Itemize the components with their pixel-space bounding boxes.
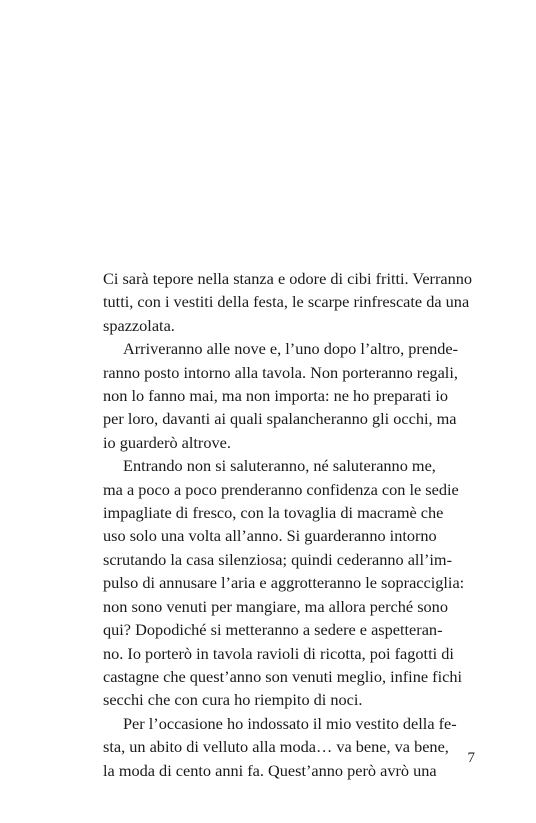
text-line: castagne che quest’anno son venuti meglio, infine fichi	[103, 666, 462, 686]
text-line: tutti, con i vestiti della festa, le scarpe rinfrescate da una	[103, 292, 470, 312]
text-line: secchi che con cura ho riempito di noci.	[103, 690, 363, 710]
text-line: Entrando non si saluteranno, né saluteranno me,	[123, 456, 436, 476]
body-text	[103, 267, 473, 782]
text-line: non sono venuti per mangiare, ma allora perché sono	[103, 596, 448, 616]
text-line: scrutando la casa silenziosa; quindi cederanno all’im-	[103, 549, 453, 569]
text-line: spazzolata.	[103, 315, 175, 335]
text-line: Arriveranno alle nove e, l’uno dopo l’altro, prende-	[123, 339, 458, 359]
text-line: impagliate di fresco, con la tovaglia di macramè che	[103, 503, 444, 523]
text-line: la moda di cento anni fa. Quest’anno però avrò una	[103, 760, 437, 780]
text-line: Ci sarà tepore nella stanza e odore di cibi fritti. Verranno	[103, 269, 473, 288]
page-number: 7	[467, 750, 475, 766]
text-line: per loro, davanti ai quali spalancheranno gli occhi, ma	[103, 409, 457, 429]
text-line: non lo fanno mai, ma non importa: ne ho preparati io	[103, 386, 448, 406]
text-line: io guarderò altrove.	[103, 432, 231, 452]
text-line: Per l’occasione ho indossato il mio vestito della fe-	[123, 713, 457, 733]
text-line: pulso di annusare l’aria e aggrotteranno le sopracciglia:	[103, 573, 465, 593]
text-line: ma a poco a poco prenderanno confidenza con le sedie	[103, 479, 459, 499]
text-line: sta, un abito di velluto alla moda… va bene, va bene,	[103, 737, 449, 757]
text-line: no. Io porterò in tavola ravioli di ricotta, poi fagotti di	[103, 643, 454, 663]
text-line: uso solo una volta all’anno. Si guarderanno intorno	[103, 526, 437, 546]
text-line: ranno posto intorno alla tavola. Non porteranno regali,	[103, 362, 458, 382]
text-line: qui? Dopodiché si metteranno a sedere e aspetteran-	[103, 620, 443, 640]
